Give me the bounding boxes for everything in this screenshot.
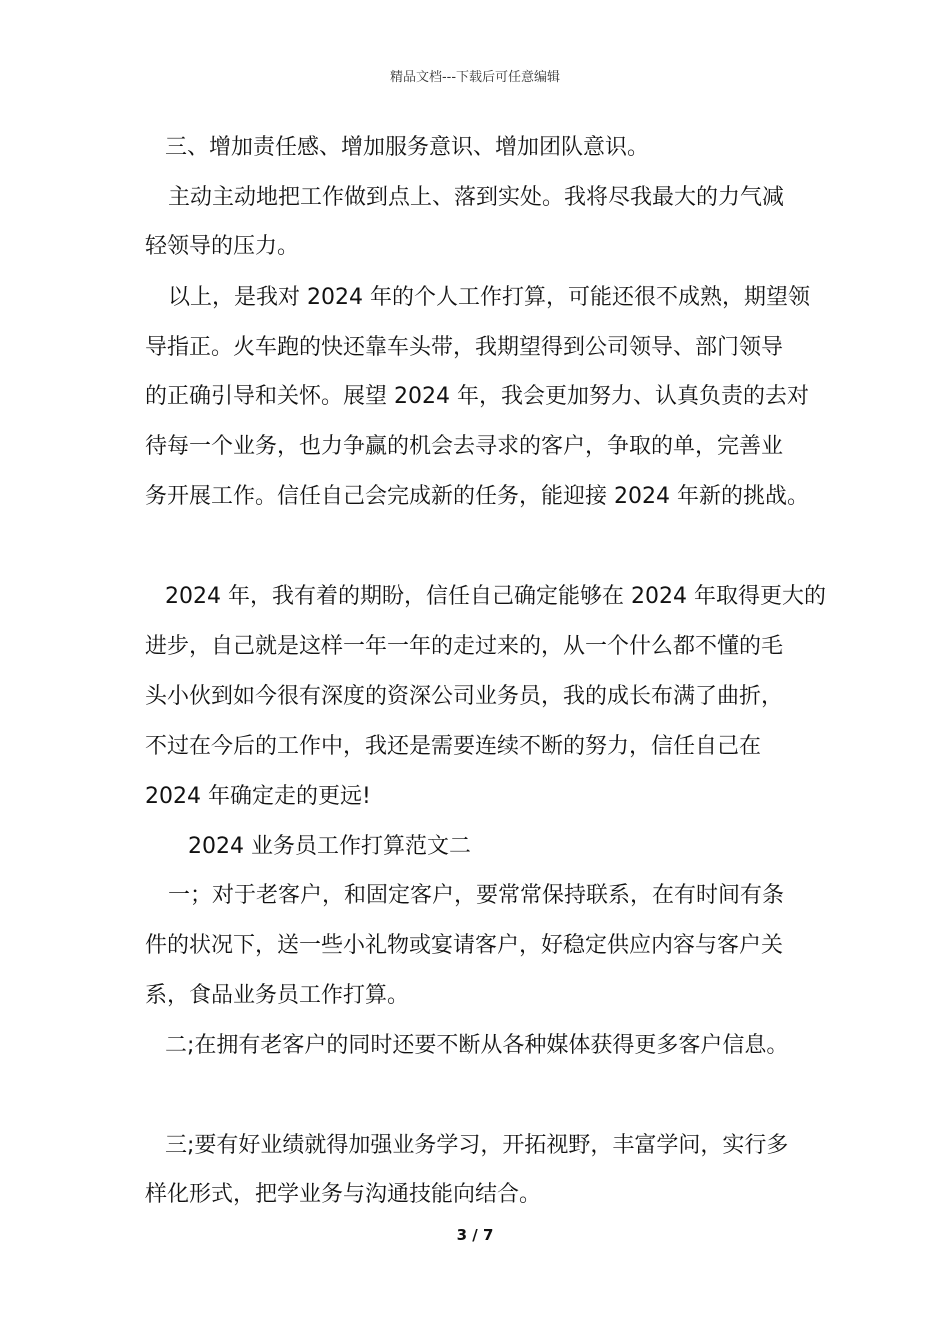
text-line: 2024 年，我有着的期盼，信任自己确定能够在 2024 年取得更大的 xyxy=(165,584,826,609)
text-line: 的正确引导和关怀。展望 2024 年，我会更加努力、认真负责的去对 xyxy=(145,384,809,409)
text-line: 件的状况下，送一些小礼物或宴请客户，好稳定供应内容与客户关 xyxy=(145,933,784,958)
text-line: 务开展工作。信任自己会完成新的任务，能迎接 2024 年新的挑战。 xyxy=(145,484,809,509)
text-line: 一；对于老客户，和固定客户，要常常保持联系，在有时间有条 xyxy=(168,883,785,908)
text-line: 三、增加责任感、增加服务意识、增加团队意识。 xyxy=(165,135,650,160)
text-line: 头小伙到如今很有深度的资深公司业务员，我的成长布满了曲折， xyxy=(145,684,784,709)
text-line: 以上，是我对 2024 年的个人工作打算，可能还很不成熟，期望领 xyxy=(168,285,810,310)
text-line: 不过在今后的工作中，我还是需要连续不断的努力，信任自己在 xyxy=(145,734,762,759)
text-line: 系，食品业务员工作打算。 xyxy=(145,983,410,1008)
text-line: 待每一个业务，也力争赢的机会去寻求的客户，争取的单，完善业 xyxy=(145,434,784,459)
text-line: 导指正。火车跑的快还靠车头带，我期望得到公司领导、部门领导 xyxy=(145,335,784,360)
text-line: 二;在拥有老客户的同时还要不断从各种媒体获得更多客户信息。 xyxy=(165,1033,789,1058)
text-line: 2024 年确定走的更远! xyxy=(145,784,371,809)
page-header: 精品文档---下载后可任意编辑 xyxy=(389,70,561,85)
text-line: 样化形式，把学业务与沟通技能向结合。 xyxy=(145,1182,542,1207)
page-number: 3 / 7 xyxy=(456,1226,494,1244)
text-line: 主动主动地把工作做到点上、落到实处。我将尽我最大的力气减 xyxy=(168,185,785,210)
text-line: 进步，自己就是这样一年一年的走过来的，从一个什么都不懂的毛 xyxy=(145,634,784,659)
section-title: 2024 业务员工作打算范文二 xyxy=(188,834,471,859)
text-line: 三;要有好业绩就得加强业务学习，开拓视野，丰富学问，实行多 xyxy=(165,1133,789,1158)
text-line: 轻领导的压力。 xyxy=(145,234,300,259)
